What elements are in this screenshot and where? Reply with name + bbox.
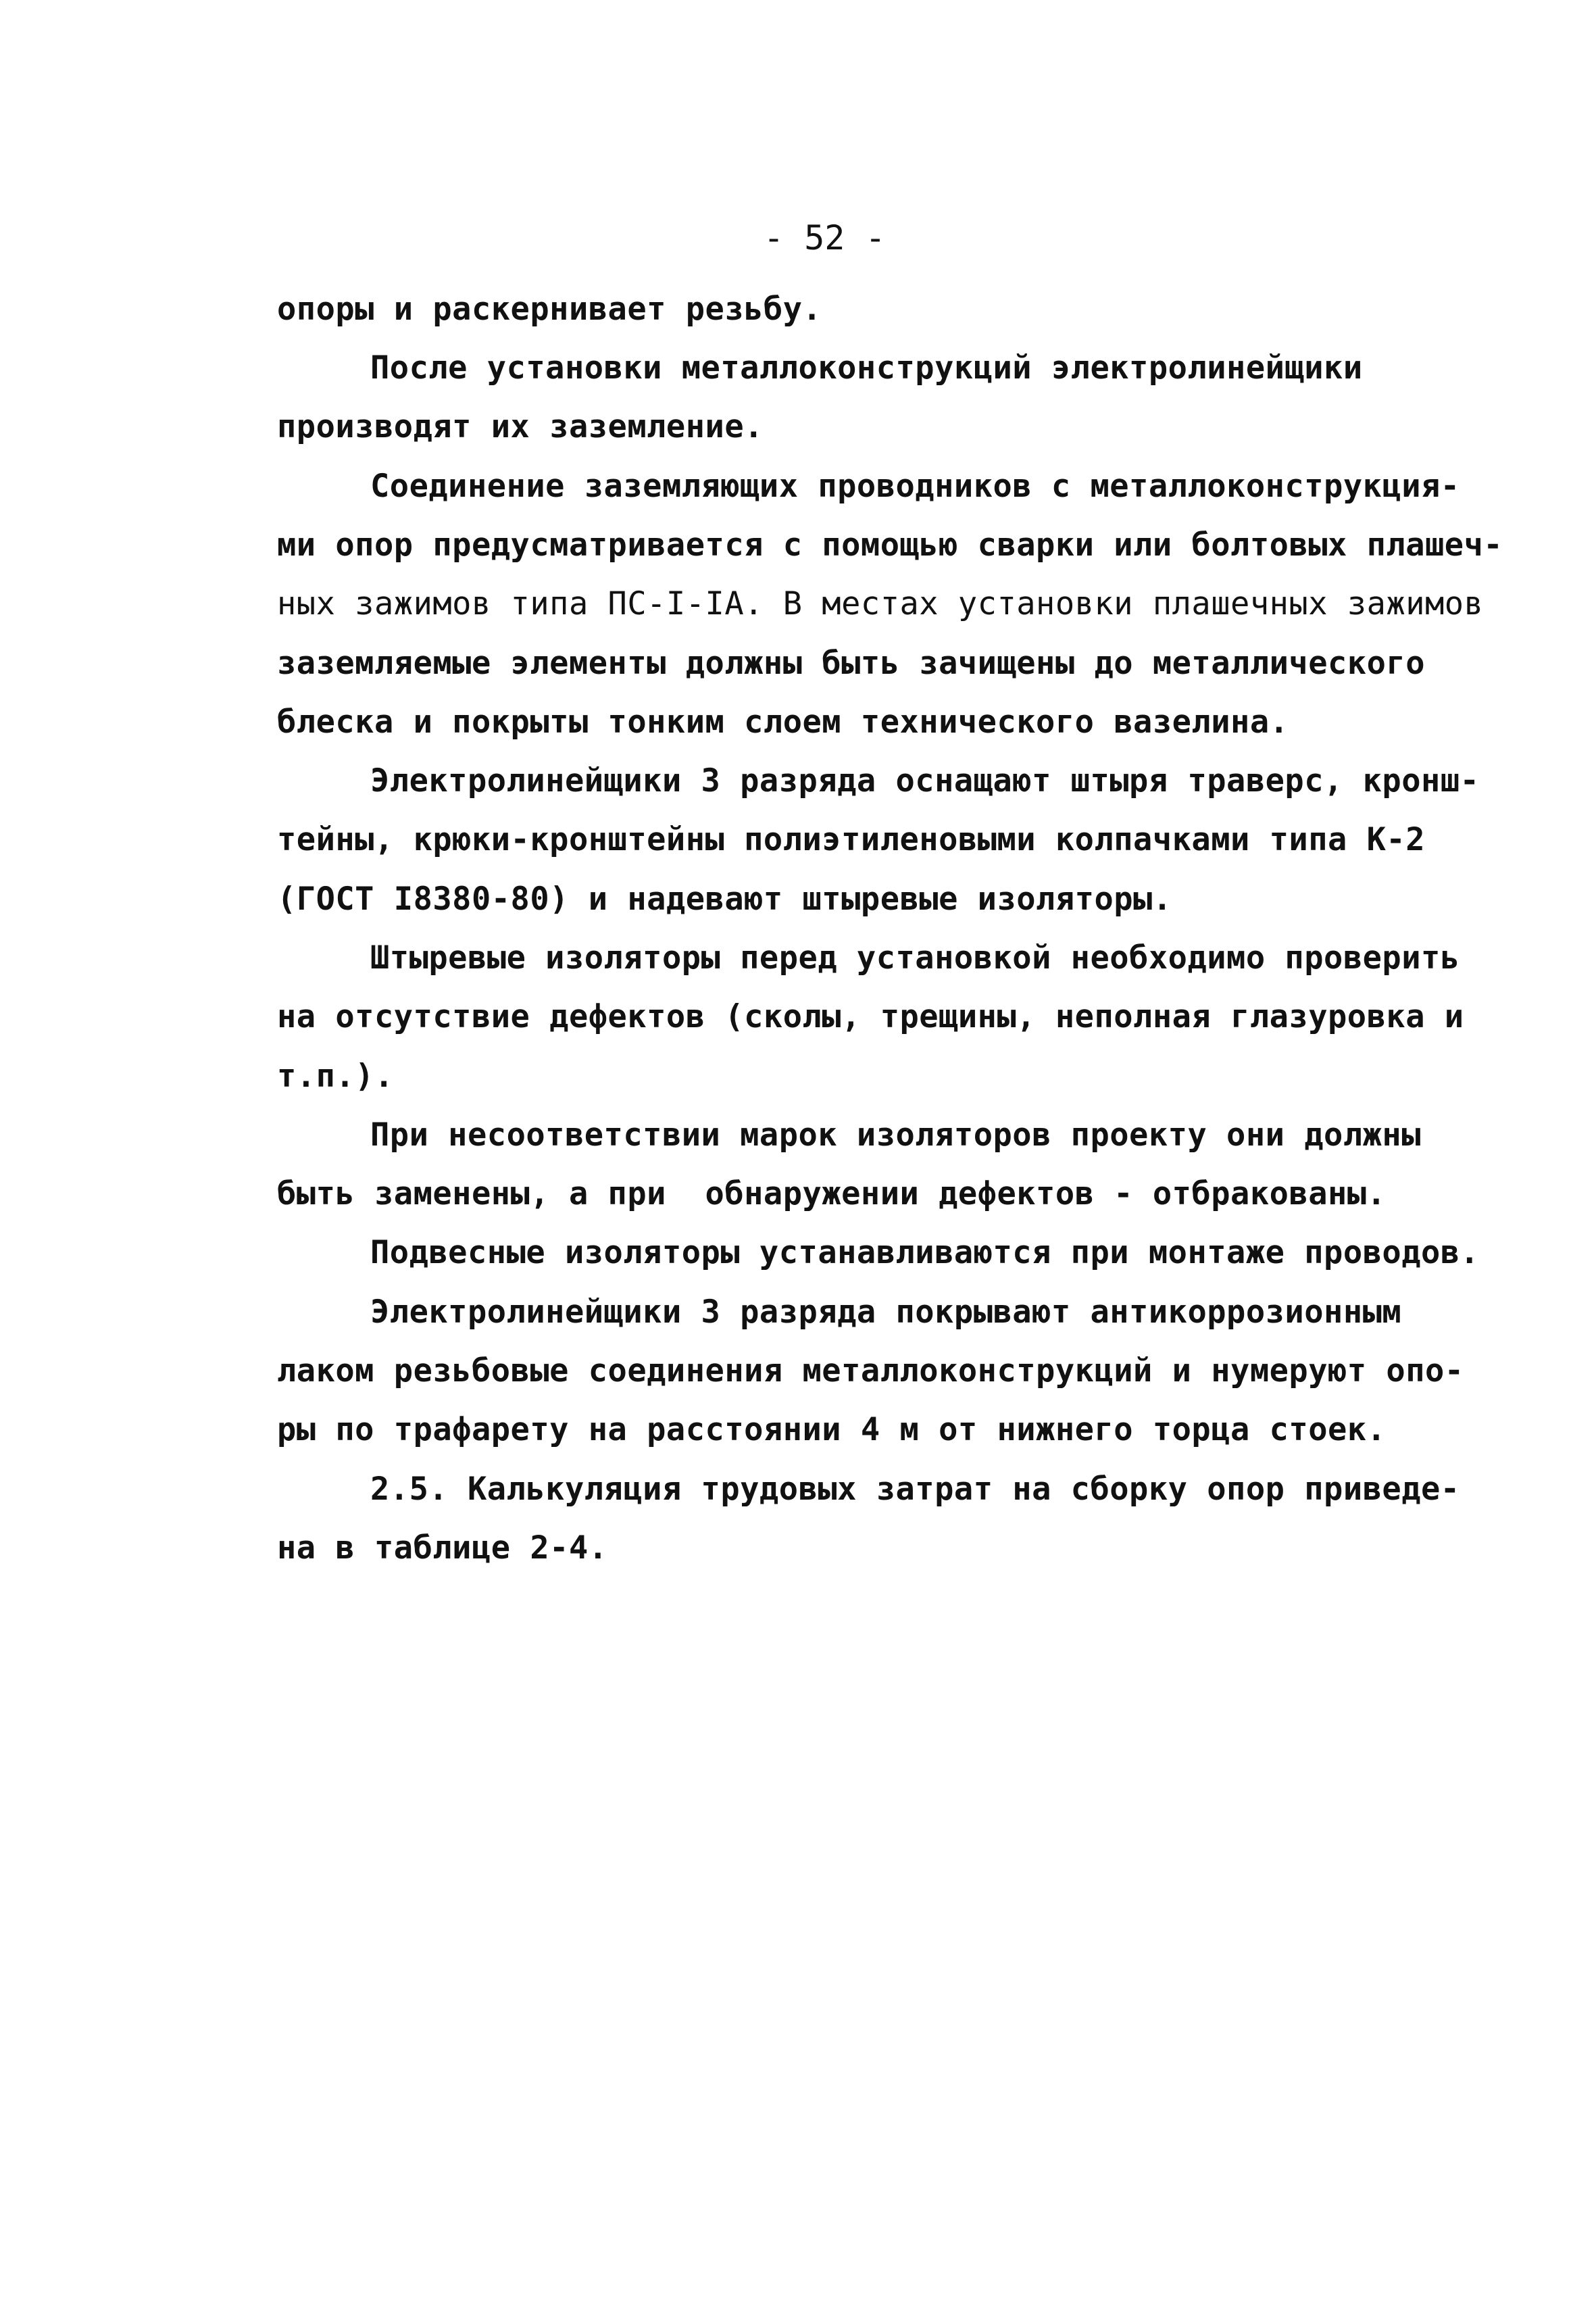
text-line: т.п.). — [277, 1058, 394, 1095]
text-line: ры по трафарету на расстоянии 4 м от нижнего торца стоек. — [277, 1411, 1387, 1448]
text-line: быть заменены, а при обнаружении дефектов - отбракованы. — [277, 1175, 1387, 1212]
text-line: (ГОСТ I8380-80) и надевают штыревые изоляторы. — [277, 881, 1172, 918]
text-line: При несоответствии марок изоляторов проекту они должны — [370, 1116, 1422, 1154]
text-line: на в таблице 2-4. — [277, 1529, 608, 1567]
text-line: заземляемые элементы должны быть зачищены до металлического — [277, 645, 1425, 682]
text-line: Электролинейщики 3 разряда покрывают антикоррозионным — [370, 1294, 1402, 1331]
text-line: на отсутствие дефектов (сколы, трещины, неполная глазуровка и — [277, 998, 1464, 1035]
text-line: ми опор предусматривается с помощью сварки или болтовых плашеч- — [277, 526, 1503, 564]
text-line: Электролинейщики 3 разряда оснащают штыря траверс, кронш- — [370, 762, 1480, 799]
text-line: Штыревые изоляторы перед установкой необходимо проверить — [370, 939, 1460, 977]
text-line: После установки металлоконструкций электролинейщики — [370, 349, 1363, 387]
text-line: Соединение заземляющих проводников с металлоконструкция- — [370, 468, 1460, 505]
text-line: 2.5. Калькуляция трудовых затрат на сборку опор приведе- — [370, 1471, 1460, 1508]
text-line: производят их заземление. — [277, 408, 764, 445]
text-line: тейны, крюки-кронштейны полиэтиленовыми колпачками типа К-2 — [277, 821, 1425, 858]
text-line: блеска и покрыты тонким слоем технического вазелина. — [277, 704, 1289, 741]
page-number: - 52 - — [764, 218, 886, 257]
text-line: Подвесные изоляторы устанавливаются при монтаже проводов. — [370, 1234, 1480, 1271]
text-line: ных зажимов типа ПС-I-IA. В местах установки плашечных зажимов — [277, 585, 1484, 622]
text-line: опоры и раскернивает резьбу. — [277, 291, 822, 328]
text-line: лаком резьбовые соединения металлоконструкций и нумеруют опо- — [277, 1352, 1464, 1389]
